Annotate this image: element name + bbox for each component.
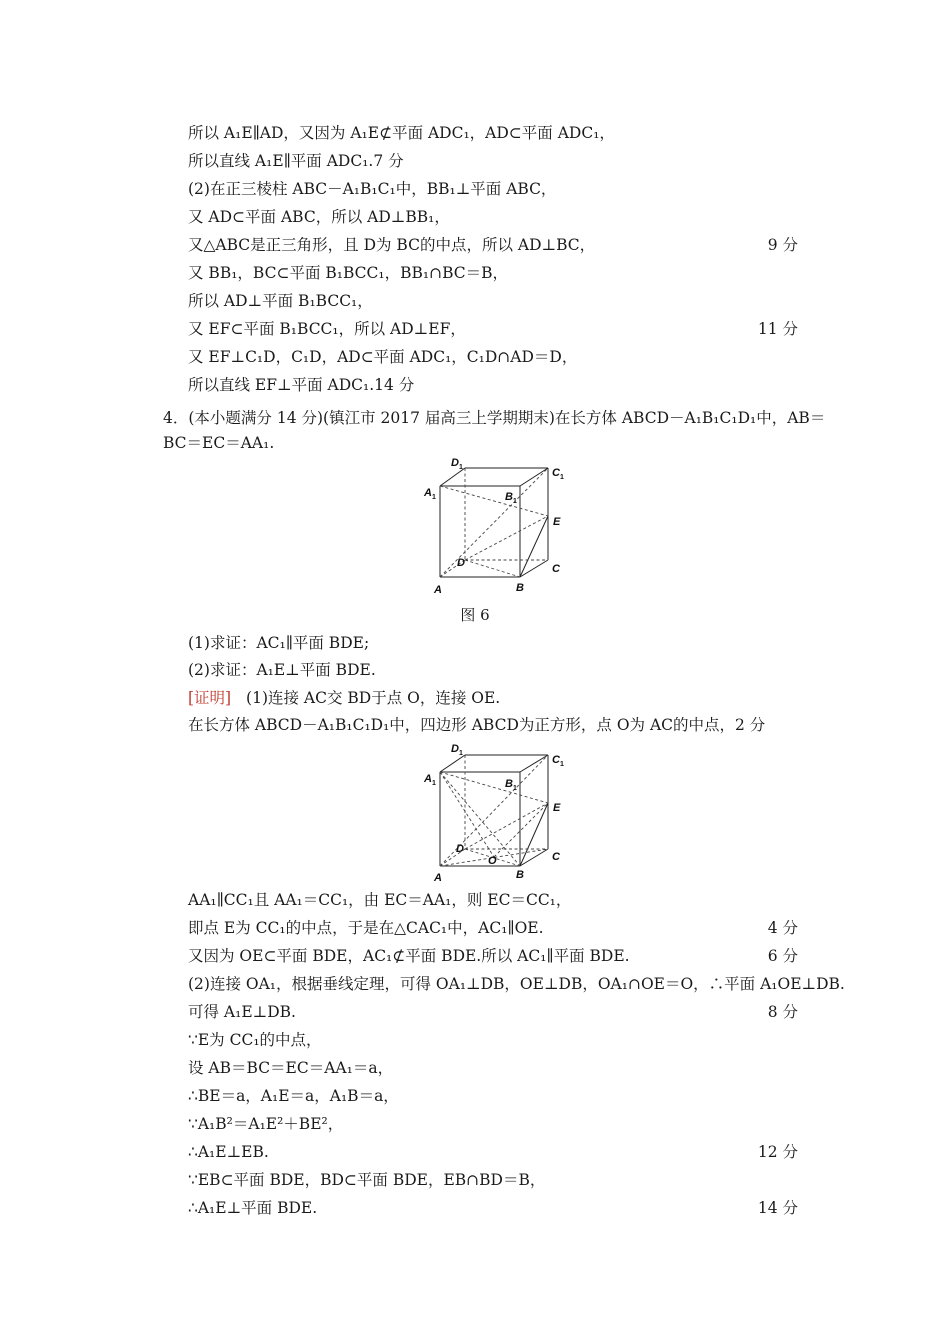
label-sub: 1 (432, 494, 436, 501)
label-A: A (434, 872, 442, 884)
proof-tag: [证明] (188, 689, 232, 707)
text-line: 所以直线 EF⊥平面 ADC₁.14 分 (188, 376, 415, 394)
score-label: 6 分 (767, 947, 798, 965)
score-label: 8 分 (767, 1003, 798, 1021)
label-E: E (553, 516, 561, 528)
label-B: B (516, 869, 524, 881)
proof-line: ∴A₁E⊥EB. (188, 1143, 269, 1161)
text-line: 所以直线 A₁E∥平面 ADC₁.7 分 (188, 152, 404, 170)
label-C: C (552, 563, 560, 575)
label-D1: D (451, 457, 459, 469)
proof-line: 设 AB＝BC＝EC＝AA₁＝a， (188, 1059, 394, 1077)
label-A1: A (424, 487, 432, 499)
label-O: O (488, 855, 497, 867)
label-D: D (457, 557, 465, 569)
proof-line: ∵EB⊂平面 BDE，BD⊂平面 BDE，EB∩BD＝B， (188, 1171, 546, 1189)
label-B: B (516, 582, 524, 594)
question-part-2: (2)求证：A₁E⊥平面 BDE. (188, 661, 376, 679)
label-E: E (553, 802, 561, 814)
proof-line: AA₁∥CC₁且 AA₁＝CC₁，由 EC＝AA₁，则 EC＝CC₁， (188, 891, 572, 909)
text-line: 所以 A₁E∥AD，又因为 A₁E⊄平面 ADC₁，AD⊂平面 ADC₁， (188, 124, 615, 142)
text-line: (2)在正三棱柱 ABC－A₁B₁C₁中，BB₁⊥平面 ABC， (188, 180, 557, 198)
label-sub: 1 (513, 785, 517, 792)
proof-line: 即点 E为 CC₁的中点，于是在△CAC₁中，AC₁∥OE. (188, 919, 544, 937)
label-B1: B (505, 491, 513, 503)
figure-caption: 图 6 (460, 606, 490, 624)
proof-line: ∵E为 CC₁的中点， (188, 1031, 322, 1049)
proof-first-line (188, 688, 500, 708)
question-4-line1: 4．(本小题满分 14 分)(镇江市 2017 届高三上学期期末)在长方体 ABCD－A₁B₁C₁D₁中，AB＝ (163, 409, 826, 427)
label-A1: A (424, 773, 432, 785)
label-B1: B (505, 778, 513, 790)
text-line: 又 AD⊂平面 ABC，所以 AD⊥BB₁， (188, 208, 450, 226)
text-line: 又△ABC是正三角形，且 D为 BC的中点，所以 AD⊥BC， (188, 236, 596, 254)
text-line: 又 BB₁，BC⊂平面 B₁BCC₁，BB₁∩BC＝B， (188, 264, 508, 282)
label-D: D (456, 843, 464, 855)
label-C1: C (552, 467, 560, 479)
proof-line: (2)连接 OA₁，根据垂线定理，可得 OA₁⊥DB，OE⊥DB，OA₁∩OE＝O，∴平面 A₁OE⊥DB. (188, 975, 845, 993)
score-label: 9 分 (767, 236, 798, 254)
question-part-1: (1)求证：AC₁∥平面 BDE; (188, 634, 370, 652)
score-label: 11 分 (757, 320, 798, 338)
text-line: 又 EF⊂平面 B₁BCC₁，所以 AD⊥EF， (188, 320, 466, 338)
label-sub: 1 (459, 750, 463, 757)
proof-line: ∴A₁E⊥平面 BDE. (188, 1199, 318, 1217)
label-D1: D (451, 743, 459, 755)
score-label: 14 分 (757, 1199, 798, 1217)
label-sub: 1 (560, 474, 564, 481)
proof-figure-cuboid (410, 740, 580, 885)
proof-line: 又因为 OE⊂平面 BDE，AC₁⊄平面 BDE.所以 AC₁∥平面 BDE. (188, 947, 630, 965)
label-sub: 1 (459, 464, 463, 471)
proof-text: (1)连接 AC交 BD于点 O，连接 OE. (246, 689, 501, 707)
proof-line: 可得 A₁E⊥DB. (188, 1003, 296, 1021)
text-line: 又 EF⊥C₁D，C₁D，AD⊂平面 ADC₁，C₁D∩AD＝D， (188, 348, 578, 366)
score-label: 12 分 (757, 1143, 798, 1161)
proof-line-2: 在长方体 ABCD－A₁B₁C₁D₁中，四边形 ABCD为正方形，点 O为 AC的中点，2 分 (188, 716, 766, 734)
label-sub: 1 (513, 498, 517, 505)
label-sub: 1 (560, 761, 564, 768)
label-sub: 1 (432, 780, 436, 787)
label-C1: C (552, 754, 560, 766)
proof-line: ∵A₁B²＝A₁E²＋BE²， (188, 1115, 344, 1133)
text-line: 所以 AD⊥平面 B₁BCC₁， (188, 292, 373, 310)
figure-6-cuboid (410, 455, 580, 600)
proof-line: ∴BE＝a，A₁E＝a，A₁B＝a， (188, 1087, 399, 1105)
score-label: 4 分 (767, 919, 798, 937)
question-4-line2: BC＝EC＝AA₁. (163, 434, 275, 452)
label-A: A (434, 584, 442, 596)
label-C: C (552, 851, 560, 863)
